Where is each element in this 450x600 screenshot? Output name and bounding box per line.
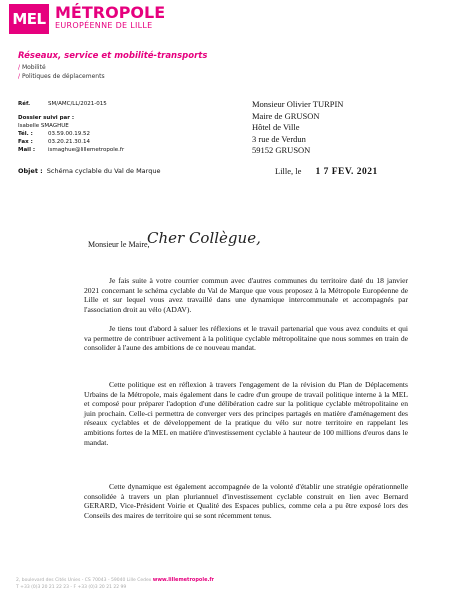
recipient-line: 59152 GRUSON (252, 145, 311, 155)
fax-label: Fax : (18, 139, 33, 145)
brand-logo-mark: MEL (9, 4, 49, 34)
recipient-address (252, 99, 343, 157)
department-title: Réseaux, service et mobilité-transports (18, 51, 208, 61)
body-paragraph: Je fais suite à votre courrier commun avec d'autres communes du territoire daté du 18 janvier 2021 concernant le schéma cyclable du Val de Marque que vous proposez à la Métropole Européenne de Lille et sur lequel vous avez travaillé dans une dynamique intercommunale et accompagnés par l'association droit au vélo (ADAV). (84, 276, 408, 314)
letter-metadata (18, 100, 124, 154)
handwritten-greeting: Cher Collègue, (147, 229, 261, 247)
mail-value: ismaghue@lillemetropole.fr (48, 147, 125, 153)
subject-label: Objet : (18, 167, 43, 175)
followed-value: Isabelle SMAGHUE (18, 123, 69, 129)
recipient-line: 3 rue de Verdun (252, 133, 306, 144)
salutation: Monsieur le Maire, (88, 240, 150, 249)
recipient-line: Maire de GRUSON (252, 110, 320, 121)
body-paragraph: Cette politique est en réflexion à travers l'engagement de la révision du Plan de Déplacements Urbains de la Métropole, mais également dans le cadre d'un groupe de travail politique interne à la MEL et composé pour préparer l'adoption d'une délibération cadre sur la politique cyclable métropolitaine en juin prochain. Celle-ci permettra de converger vers des principes partagés en matière d'aménagement des réseaux cyclables et de développement de la pratique du vélo sur notre territoire en rappelant les ambitions fortes de la MEL en matière d'investissement cyclable à hauteur de 100 millions d'euros dans le mandat. (84, 380, 408, 447)
footer-address: 2, boulevard des Cités Unies - CS 70043 - 59040 Lille Cedex (16, 578, 152, 583)
recipient-line: Monsieur Olivier TURPIN (252, 99, 344, 109)
footer (16, 577, 214, 591)
followed-label: Dossier suivi par : (18, 115, 75, 121)
brand-name: MÉTROPOLE (55, 3, 166, 22)
tel-label: Tél. : (18, 131, 33, 137)
body-paragraph: Je tiens tout d'abord à saluer les réflexions et le travail partenarial que vous avez conduits et qui va permettre de contribuer activement à la politique cyclable métropolitaine que nous sommes en train de consolider à l'aune des ambitions de ce nouveau mandat. (84, 324, 408, 353)
subject-text: Schéma cyclable du Val de Marque (46, 167, 161, 175)
date-place: Lille, le (275, 166, 302, 176)
footer-url: www.lillemetropole.fr (152, 577, 215, 583)
date-stamp: 1 7 FEV. 2021 (315, 167, 378, 177)
footer-phone: T +33 (0)3 20 21 22 23 - F +33 (0)3 20 21 22 99 (16, 585, 127, 590)
department-lines (18, 63, 105, 81)
body-paragraph: Cette dynamique est également accompagnée de la volonté d'établir une stratégie opérationnelle consolidée à travers un plan pluriannuel d'investissement cyclable construit en lien avec Bernard GERARD, Vice-Président Voirie et Qualité des Espaces publics, comme cela a pu être exposé lors des Conseils des maires de territoire qui se sont récemment tenus. (84, 482, 408, 520)
tel-value: 03.59.00.19.52 (48, 131, 90, 137)
ref-label: Réf. (18, 101, 31, 107)
department-line: / Politiques de déplacements (18, 73, 105, 80)
recipient-line: Hôtel de Ville (252, 122, 300, 132)
department-line: / Mobilité (18, 64, 46, 71)
mail-label: Mail : (18, 147, 36, 153)
subject-line (18, 167, 160, 175)
date-line (275, 166, 378, 177)
fax-value: 03.20.21.30.14 (48, 139, 90, 145)
ref-value: SM/AMC/LL/2021-015 (48, 101, 107, 107)
brand-subtitle: EUROPÉENNE DE LILLE (55, 21, 153, 30)
